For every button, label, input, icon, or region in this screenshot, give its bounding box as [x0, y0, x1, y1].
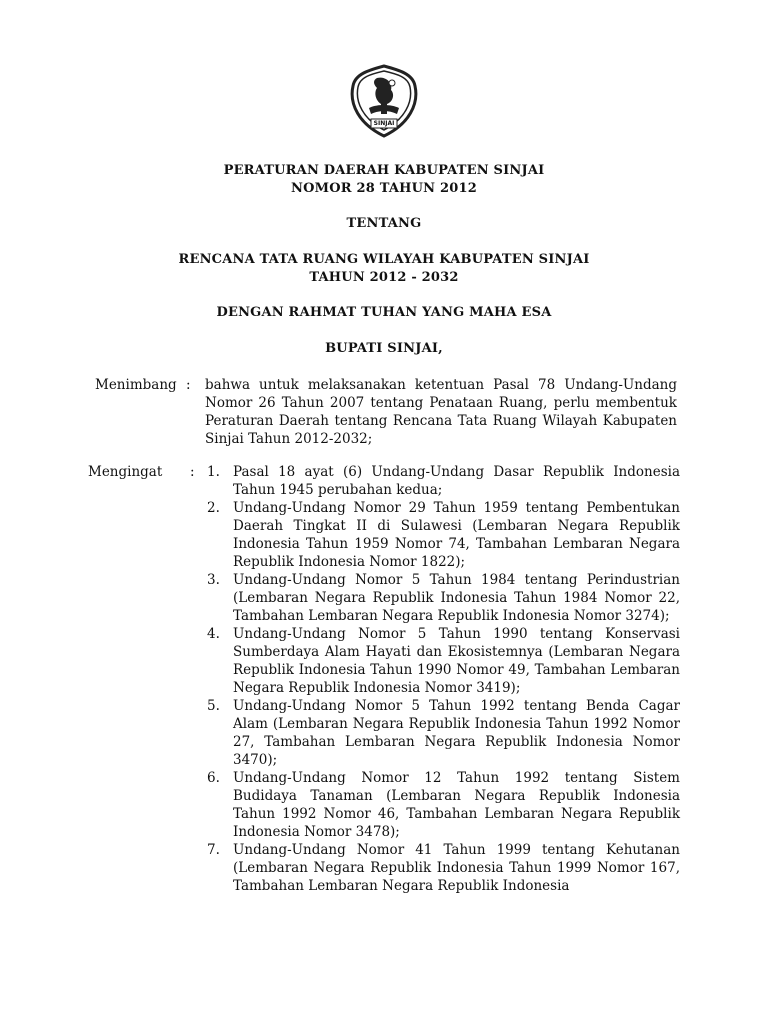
menimbang-text: bahwa untuk melaksanakan ketentuan Pasal 78 Undang-Undang Nomor 26 Tahun 2007 tentang Penataan Ruang, perlu membentuk Peraturan Daerah tentang Rencana Tata Ruang Wilayah Kabupaten Sinjai Tahun 2012-2032;: [205, 377, 677, 447]
mengingat-label: Mengingat: [88, 464, 163, 480]
list-item-text: Undang-Undang Nomor 5 Tahun 1990 tentang Konservasi Sumberdaya Alam Hayati dan Ekosistemnya (Lembaran Negara Republik Indonesia Tahun 1990 Nomor 49, Tambahan Lembaran Negara Republik Indonesia Nomor 3419);: [233, 626, 680, 696]
sinjai-regency-emblem-icon: [347, 64, 421, 138]
list-item-number: 1.: [207, 464, 220, 480]
list-item-text: Undang-Undang Nomor 29 Tahun 1959 tentang Pembentukan Daerah Tingkat II di Sulawesi (Lembaran Negara Republik Indonesia Tahun 1959 Nomor 74, Tambahan Lembaran Negara Republik Indonesia Nomor 1822);: [233, 500, 680, 570]
list-item-number: 5.: [207, 698, 220, 714]
list-item-number: 7.: [207, 842, 220, 858]
menimbang-label: Menimbang: [95, 377, 177, 393]
list-item-text: Undang-Undang Nomor 12 Tahun 1992 tentang Sistem Budidaya Tanaman (Lembaran Negara Republik Indonesia Tahun 1992 Nomor 46, Tambahan Lembaran Negara Republik Indonesia Nomor 3478);: [233, 770, 680, 840]
list-item-text: Pasal 18 ayat (6) Undang-Undang Dasar Republik Indonesia Tahun 1945 perubahan kedua;: [233, 464, 680, 498]
list-item: [196, 463, 680, 499]
list-item: [196, 625, 680, 697]
subject-line-1: RENCANA TATA RUANG WILAYAH KABUPATEN SINJAI: [178, 252, 590, 267]
list-item-text: Undang-Undang Nomor 5 Tahun 1992 tentang Benda Cagar Alam (Lembaran Negara Republik Indonesia Tahun 1992 Nomor 27, Tambahan Lembaran Negara Republik Indonesia Nomor 3470);: [233, 698, 680, 768]
list-item-number: 3.: [207, 572, 220, 588]
list-item-text: Undang-Undang Nomor 5 Tahun 1984 tentang Perindustrian (Lembaran Negara Republik Indonesia Tahun 1984 Nomor 22, Tambahan Lembaran Negara Republik Indonesia Nomor 3274);: [233, 572, 680, 624]
authority-heading: BUPATI SINJAI,: [325, 341, 443, 356]
list-item: [196, 697, 680, 769]
regulation-title: PERATURAN DAERAH KABUPATEN SINJAI: [223, 163, 545, 178]
tentang-heading: TENTANG: [346, 216, 422, 231]
grace-heading: DENGAN RAHMAT TUHAN YANG MAHA ESA: [216, 305, 552, 320]
list-item-number: 4.: [207, 626, 220, 642]
list-item: [196, 499, 680, 571]
list-item: [196, 841, 680, 895]
regulation-number: NOMOR 28 TAHUN 2012: [291, 181, 477, 196]
list-item-number: 6.: [207, 770, 220, 786]
list-item: [196, 571, 680, 625]
menimbang-colon: :: [186, 377, 191, 393]
mengingat-colon: :: [190, 464, 195, 480]
list-item-number: 2.: [207, 500, 220, 516]
mengingat-list: [196, 463, 680, 895]
list-item: [196, 769, 680, 841]
emblem-caption: SINJAI: [373, 120, 395, 127]
list-item-text: Undang-Undang Nomor 41 Tahun 1999 tentang Kehutanan (Lembaran Negara Republik Indonesia Tahun 1999 Nomor 167, Tambahan Lembaran Negara Republik Indonesia: [233, 842, 680, 894]
subject-line-2: TAHUN 2012 - 2032: [309, 270, 459, 285]
